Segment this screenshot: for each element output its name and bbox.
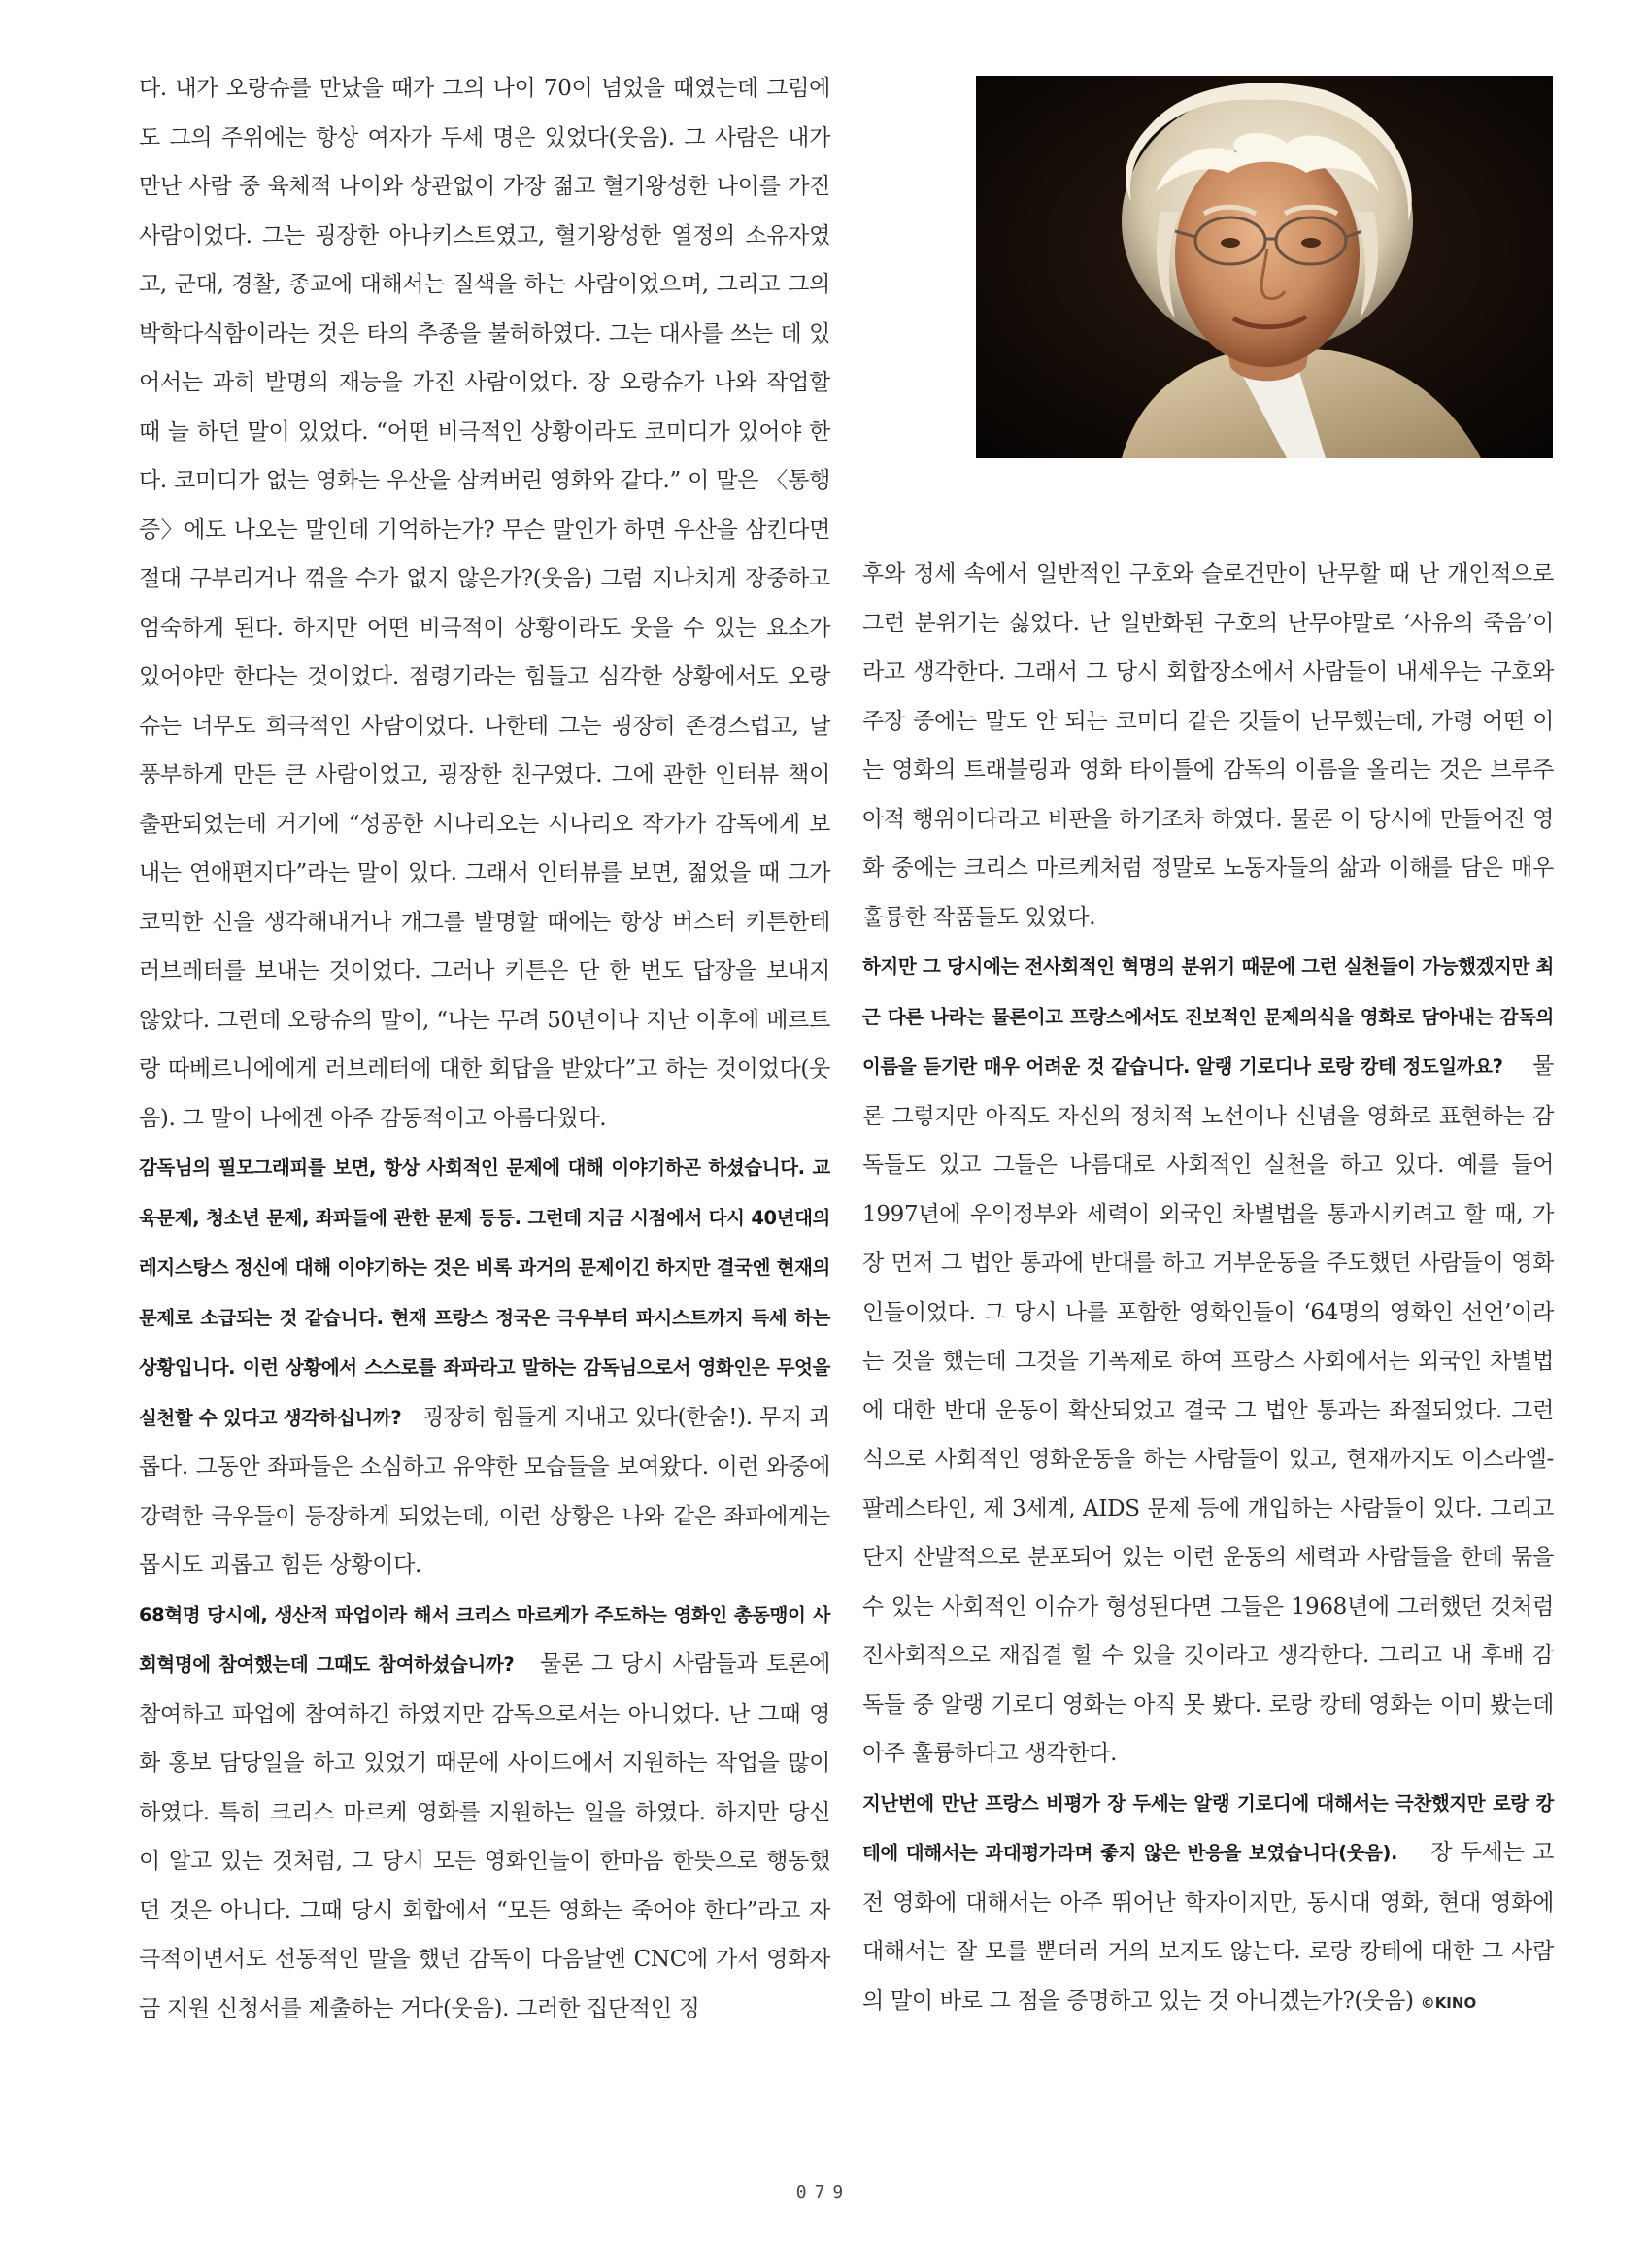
qa-block: [139, 1143, 830, 1590]
interview-question: 감독님의 필모그래피를 보면, 항상 사회적인 문제에 대해 이야기하곤 하셨습니다. 교육문제, 청소년 문제, 좌파들에 관한 문제 등등. 그런데 지금 시점에서 다시 40년대의 레지스탕스 정신에 대해 이야기하는 것은 비록 과거의 문제이긴 하지만 결국엔 현재의 문제로 소급되는 것 같습니다. 현재 프랑스 정국은 극우부터 파시스트까지 득세 하는 상황입니다. 이런 상황에서 스스로를 좌파라고 말하는 감독님으로서 영화인은 무엇을 실천할 수 있다고 생각하십니까?: [139, 1156, 830, 1429]
left-column: [139, 64, 830, 2033]
portrait-photo-icon: [976, 76, 1553, 458]
interview-answer: 굉장히 힘들게 지내고 있다(한숨!). 무지 괴롭다. 그동안 좌파들은 소심하고 유약한 모습들을 보여왔다. 이런 와중에 강력한 극우들이 등장하게 되었는데, 이런 상황은 나와 같은 좌파에게는 몹시도 괴롭고 힘든 상황이다.: [139, 1404, 830, 1578]
body-text: 후와 정세 속에서 일반적인 구호와 슬로건만이 난무할 때 난 개인적으로 그런 분위기는 싫었다. 난 일반화된 구호의 난무야말로 ‘사유의 죽음’이라고 생각한다. 그래서 그 당시 회합장소에서 사람들이 내세우는 구호와 주장 중에는 말도 안 되는 코미디 같은 것들이 난무했는데, 가령 어떤 이는 영화의 트래블링과 영화 타이틀에 감독의 이름을 올리는 것은 브루주아적 행위이다라고 비판을 하기조차 하였다. 물론 이 당시에 만들어진 영화 중에는 크리스 마르케처럼 정말로 노동자들의 삶과 이해를 담은 매우 훌륭한 작품들도 있었다.: [862, 561, 1554, 930]
copyright-mark: ©KINO: [1420, 1993, 1477, 2012]
interview-answer: 물론 그 당시 사람들과 토론에 참여하고 파업에 참여하긴 하였지만 감독으로서는 아니었다. 난 그때 영화 홍보 담당일을 하고 있었기 때문에 사이드에서 지원하는 작업을 많이 하였다. 특히 크리스 마르케 영화를 지원하는 일을 하였다. 하지만 당신이 알고 있는 것처럼, 그 당시 모든 영화인들이 한마음 한뜻으로 행동했던 것은 아니다. 그때 당시 회합에서 “모든 영화는 죽어야 한다”라고 자극적이면서도 선동적인 말을 했던 감독이 다음날엔 CNC에 가서 영화자금 지원 신청서를 제출하는 거다(웃음). 그러한 집단적인 징: [139, 1651, 830, 2021]
interview-question: 68혁명 당시에, 생산적 파업이라 해서 크리스 마르케가 주도하는 영화인 총동맹이 사회혁명에 참여했는데 그때도 참여하셨습니까?: [139, 1603, 830, 1676]
qa-block: [139, 1590, 830, 2034]
portrait-photo: [976, 76, 1553, 458]
interview-question: 지난번에 만난 프랑스 비평가 장 두세는 알랭 기로디에 대해서는 극찬했지만 로랑 캉테에 대해서는 과대평가라며 좋지 않은 반응을 보였습니다(웃음).: [862, 1791, 1554, 1864]
page-number: 079: [795, 2183, 852, 2203]
right-column: [862, 550, 1554, 2027]
paragraph: [862, 550, 1554, 942]
body-text: 다. 내가 오랑슈를 만났을 때가 그의 나이 70이 넘었을 때였는데 그럼에도 그의 주위에는 항상 여자가 두세 명은 있었다(웃음). 그 사람은 내가 만난 사람 중 육체적 나이와 상관없이 가장 젊고 혈기왕성한 나이를 가진 사람이었다. 그는 굉장한 아나키스트였고, 혈기왕성한 열정의 소유자였고, 군대, 경찰, 종교에 대해서는 질색을 하는 사람이었으며, 그리고 그의 박학다식함이라는 것은 타의 추종을 불허하였다. 그는 대사를 쓰는 데 있어서는 과히 발명의 재능을 가진 사람이었다. 장 오랑슈가 나와 작업할 때 늘 하던 말이 있었다. “어떤 비극적인 상황이라도 코미디가 있어야 한다. 코미디가 없는 영화는 우산을 삼켜버린 영화와 같다.” 이 말은 〈통행증〉에도 나오는 말인데 기억하는가? 무슨 말인가 하면 우산을 삼킨다면 절대 구부리거나 꺾을 수가 없지 않은가?(웃음) 그럼 지나치게 장중하고 엄숙하게 된다. 하지만 어떤 비극적이 상황이라도 웃을 수 있는 요소가 있어야만 한다는 것이었다. 점령기라는 힘들고 심각한 상황에서도 오랑슈는 너무도 희극적인 사람이었다. 나한테 그는 굉장히 존경스럽고, 날 풍부하게 만든 큰 사람이었고, 굉장한 친구였다. 그에 관한 인터뷰 책이 출판되었는데 거기에 “성공한 시나리오는 시나리오 작가가 감독에게 보내는 연애편지다”라는 말이 있다. 그래서 인터뷰를 보면, 젊었을 때 그가 코믹한 신을 생각해내거나 개그를 발명할 때에는 항상 버스터 키튼한테 러브레터를 보내는 것이었다. 그러나 키튼은 단 한 번도 답장을 보내지 않았다. 그런데 오랑슈의 말이, “나는 무려 50년이나 지난 이후에 베르트랑 따베르니에에게 러브레터에 대한 회답을 받았다”고 하는 것이었다(웃음). 그 말이 나에겐 아주 감동적이고 아름다웠다.: [139, 76, 830, 1131]
qa-block: [862, 1779, 1554, 2028]
qa-block: [862, 942, 1554, 1779]
interview-answer: 물론 그렇지만 아직도 자신의 정치적 노선이나 신념을 영화로 표현하는 감독들도 있고 그들은 나름대로 사회적인 실천을 하고 있다. 예를 들어 1997년에 우익정부와 세력이 외국인 차별법을 통과시키려고 할 때, 가장 먼저 그 법안 통과에 반대를 하고 거부운동을 주도했던 사람들이 영화인들이었다. 그 당시 나를 포함한 영화인들이 ‘64명의 영화인 선언’이라는 것을 했는데 그것을 기폭제로 하여 프랑스 사회에서는 외국인 차별법에 대한 반대 운동이 확산되었고 결국 그 법안 통과는 좌절되었다. 그런 식으로 사회적인 영화운동을 하는 사람들이 있고, 현재까지도 이스라엘-팔레스타인, 제 3세계, AIDS 문제 등에 개입하는 사람들이 있다. 그리고 단지 산발적으로 분포되어 있는 이런 운동의 세력과 사람들을 한데 묶을 수 있는 사회적인 이슈가 형성된다면 그들은 1968년에 그러했던 것처럼 전사회적으로 재집결 할 수 있을 것이라고 생각한다. 그리고 내 후배 감독들 중 알랭 기로디 영화는 아직 못 봤다. 로랑 캉테 영화는 이미 봤는데 아주 훌륭하다고 생각한다.: [862, 1053, 1555, 1766]
paragraph: [139, 64, 830, 1143]
interview-question: 하지만 그 당시에는 전사회적인 혁명의 분위기 때문에 그런 실천들이 가능했겠지만 최근 다른 나라는 물론이고 프랑스에서도 진보적인 문제의식을 영화로 담아내는 감독의 이름을 듣기란 매우 어려운 것 같습니다. 알랭 기로디나 로랑 캉테 정도일까요?: [862, 955, 1554, 1078]
interview-answer: 장 두세는 고전 영화에 대해서는 아주 뛰어난 학자이지만, 동시대 영화, 현대 영화에 대해서는 잘 모를 뿐더러 거의 보지도 않는다. 로랑 캉테에 대한 그 사람의 말이 바로 그 점을 증명하고 있는 것 아니겠는가?(웃음): [862, 1840, 1554, 2014]
